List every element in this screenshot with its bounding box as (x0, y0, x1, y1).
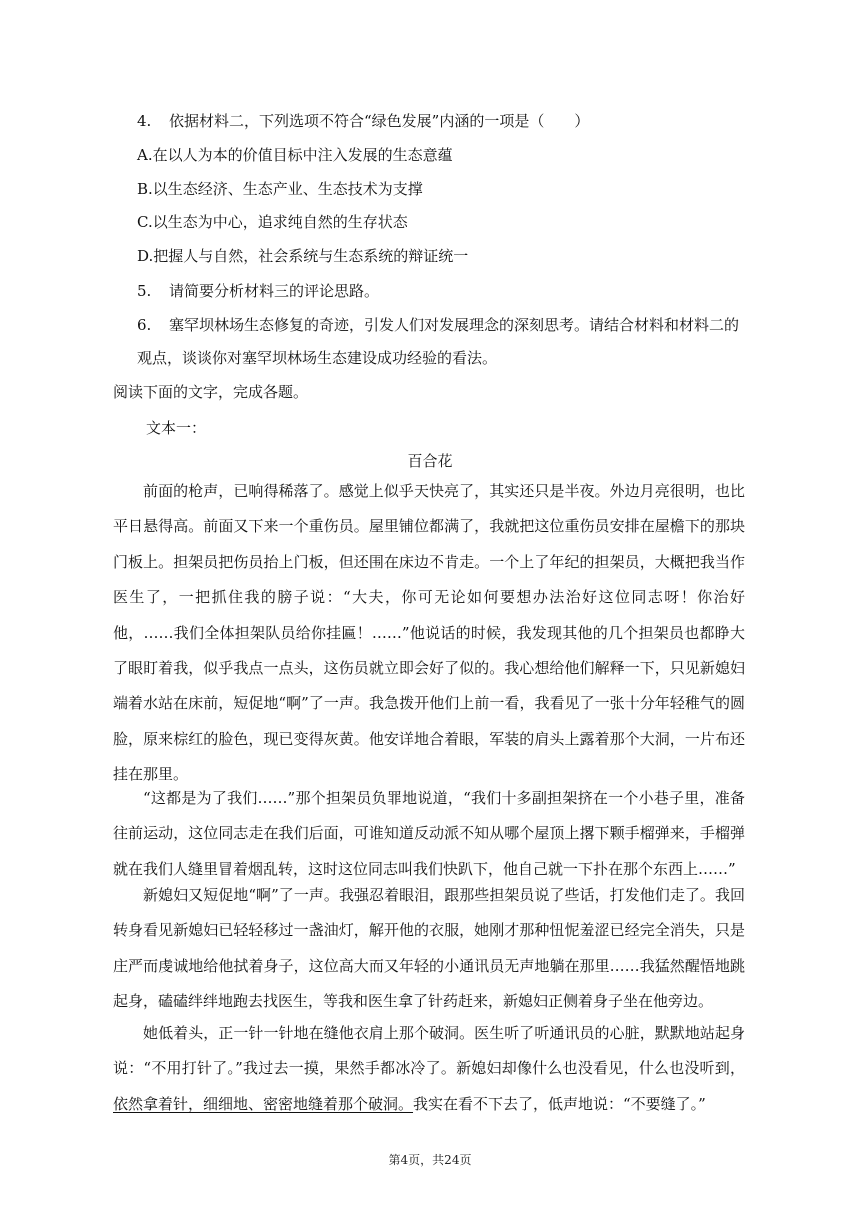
paragraph-1 (113, 474, 745, 793)
story-title: 百合花 (407, 452, 453, 470)
text-label: 文本一： (146, 419, 207, 437)
paragraph-text: 前面的枪声，已响得稀落了。感觉上似乎天快亮了，其实还只是半夜。外边月亮很明，也比平日悬得高。前面又下来一个重伤员。屋里铺位都满了，我就把这位重伤员安排在屋檐下的那块门板上。担架员把伤员抬上门板，但还围在床边不肯走。一个上了年纪的担架员，大概把我当作医生了，一把抓住我的膀子说：“大夫，你可无论如何要想办法治好这位同志呀！你治好他，……我们全体担架队员给你挂匾！……”他说话的时候，我发现其他的几个担架员也都睁大了眼盯着我，似乎我点一点头，这伤员就立即会好了似的。我心想给他们解释一下，只见新媳妇端着水站在床前，短促地“啊”了一声。我急拨开他们上前一看，我看见了一张十分年轻稚气的圆脸，原来棕红的脸色，现已变得灰黄。他安详地合着眼，军装的肩头上露着那个大洞，一片布还挂在那里。 (113, 482, 745, 784)
question-number: 4. (137, 112, 152, 130)
paragraph-4 (113, 1016, 745, 1122)
paragraph-2 (113, 781, 745, 887)
question-text: 依据材料二，下列选项不符合“绿色发展”内涵的一项是（ ） (169, 112, 590, 130)
question-6 (137, 315, 739, 335)
underlined-sentence: 依然拿着针，细细地、密密地缝着那个破洞。 (113, 1094, 414, 1113)
question-text: 请简要分析材料三的评论思路。 (169, 282, 380, 300)
paragraph-text: “这都是为了我们……”那个担架员负罪地说道，“我们十多副担架挤在一个小巷子里，准备往前运动，这位同志走在我们后面，可谁知道反动派不知从哪个屋顶上撂下颗手榴弹来，手榴弹就在我们人缝里冒着烟乱转，这时这位同志叫我们快趴下，他自己就一下扑在那个东西上……” (113, 789, 745, 878)
paragraph-text: 她低着头，正一针一针地在缝他衣肩上那个破洞。医生听了听通讯员的心脏，默默地站起身说：“不用打针了。”我过去一摸，果然手都冰冷了。新媳妇却像什么也没看见，什么也没听到， (113, 1024, 745, 1078)
question-number: 5. (137, 282, 152, 300)
paragraph-text-end: 我实在看不下去了，低声地说：“不要缝了。” (413, 1094, 706, 1113)
question-4 (137, 111, 589, 131)
question-5 (137, 281, 379, 301)
question-number: 6. (137, 316, 152, 334)
reading-instruction: 阅读下面的文字，完成各题。 (113, 383, 309, 401)
question-text: 塞罕坝林场生态修复的奇迹，引发人们对发展理念的深刻思考。请结合材料和材料二的 (169, 316, 740, 334)
question-6-continued: 观点，谈谈你对塞罕坝林场生态建设成功经验的看法。 (137, 349, 498, 367)
option-c: C.以生态为中心，追求纯自然的生存状态 (137, 213, 408, 231)
paragraph-text: 新媳妇又短促地“啊”了一声。我强忍着眼泪，跟那些担架员说了些话，打发他们走了。我回转身看见新媳妇已轻轻移过一盏油灯，解开他的衣服，她刚才那种忸怩羞涩已经完全消失，只是庄严而虔诚地给他拭着身子，这位高大而又年轻的小通讯员无声地躺在那里……我猛然醒悟地跳起身，磕磕绊绊地跑去找医生，等我和医生拿了针药赶来，新媳妇正侧着身子坐在他旁边。 (113, 886, 745, 1011)
paragraph-3 (113, 878, 745, 1020)
page-footer: 第4页，共24页 (388, 1153, 472, 1167)
option-b: B.以生态经济、生态产业、生态技术为支撑 (137, 180, 423, 198)
option-a: A.在以人为本的价值目标中注入发展的生态意蕴 (137, 146, 453, 164)
option-d: D.把握人与自然，社会系统与生态系统的辩证统一 (137, 247, 469, 265)
